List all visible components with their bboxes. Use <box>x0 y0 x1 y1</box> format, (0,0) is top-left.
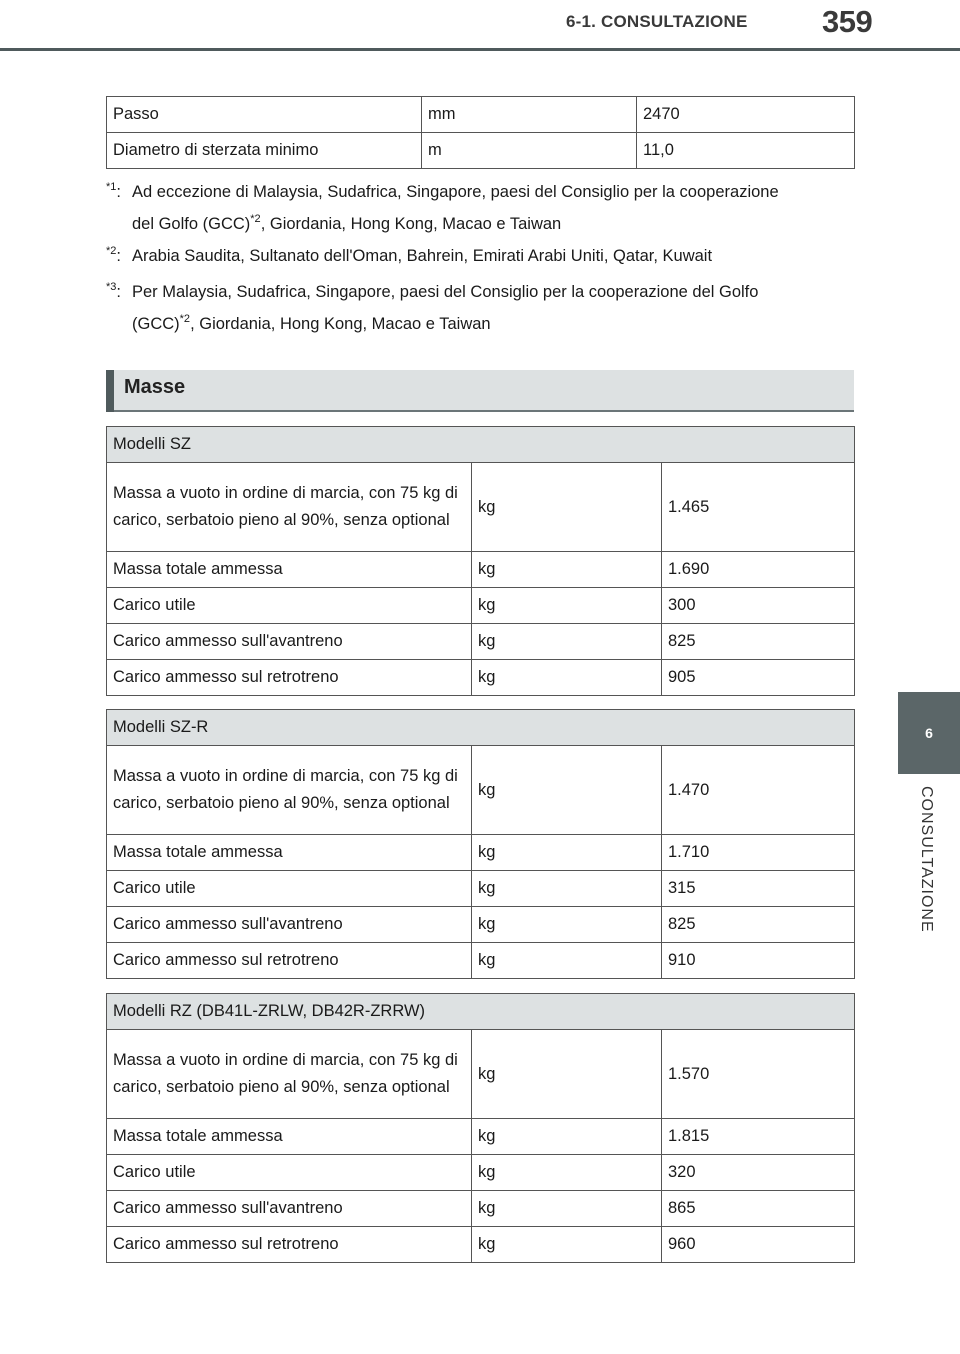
table-cell: Carico ammesso sul retrotreno <box>107 943 472 979</box>
table-cell: kg <box>472 1030 662 1119</box>
table-cell: Carico utile <box>107 1155 472 1191</box>
table-row <box>107 1227 855 1263</box>
table-cell: kg <box>472 1155 662 1191</box>
table-row <box>107 97 855 133</box>
table-row <box>107 746 855 835</box>
table-cell: 1.815 <box>662 1119 855 1155</box>
footnote-mark: *2 <box>106 245 117 257</box>
footnote-1: $^{*1}$: Ad eccezione di Malaysia, Sudafrica, Singapore, paesi del Consiglio per la cooperazione del Golfo (GCC)$^{*2}$, Giordania, Hong Kong, Macao e Taiwan <box>106 176 846 240</box>
footnote-text: del Golfo (GCC) <box>132 215 251 233</box>
footnote-3: $^{*3}$: Per Malaysia, Sudafrica, Singapore, paesi del Consiglio per la cooperazione del Golfo (GCC)$^{*2}$, Giordania, Hong Kong, Macao e Taiwan <box>106 276 846 340</box>
footnote-text: Per Malaysia, Sudafrica, Singapore, paesi del Consiglio per la cooperazione del Golfo <box>132 283 759 301</box>
table-row <box>107 624 855 660</box>
table-cell: kg <box>472 588 662 624</box>
table-cell: kg <box>472 835 662 871</box>
table-row <box>107 1191 855 1227</box>
table-cell: Carico ammesso sull'avantreno <box>107 624 472 660</box>
footnote-text: Ad eccezione di Malaysia, Sudafrica, Singapore, paesi del Consiglio per la cooperazione <box>132 183 779 201</box>
footnote-text: , Giordania, Hong Kong, Macao e Taiwan <box>260 215 562 233</box>
table-cell: 865 <box>662 1191 855 1227</box>
table-cell: kg <box>472 624 662 660</box>
table-row <box>107 871 855 907</box>
table-cell: 300 <box>662 588 855 624</box>
table-cell: Carico ammesso sull'avantreno <box>107 1191 472 1227</box>
table-cell: kg <box>472 907 662 943</box>
table-cell: 960 <box>662 1227 855 1263</box>
footnote-text: Arabia Saudita, Sultanato dell'Oman, Bahrein, Emirati Arabi Uniti, Qatar, Kuwait <box>132 247 713 265</box>
table-row <box>107 835 855 871</box>
chapter-tab[interactable] <box>898 692 960 774</box>
table-cell: 2470 <box>637 97 855 133</box>
table-cell: mm <box>422 97 637 133</box>
mass-table-rz <box>106 993 855 1263</box>
footnote-mark: *3 <box>106 281 117 293</box>
table-cell: 905 <box>662 660 855 696</box>
header-divider <box>0 48 960 51</box>
table-cell: Diametro di sterzata minimo <box>107 133 422 169</box>
table-cell: Passo <box>107 97 422 133</box>
footnote-ref: *2 <box>179 313 191 325</box>
footnote-text: (GCC) <box>132 315 180 333</box>
table-cell: 1.470 <box>662 746 855 835</box>
table-cell: Massa a vuoto in ordine di marcia, con 75 kg di carico, serbatoio pieno al 90%, senza optional <box>107 1030 472 1119</box>
table-cell: Massa a vuoto in ordine di marcia, con 75 kg di carico, serbatoio pieno al 90%, senza optional <box>107 463 472 552</box>
table-header-row <box>107 427 855 463</box>
mass-table-sz <box>106 426 855 696</box>
table-cell: m <box>422 133 637 169</box>
table-cell: Massa totale ammessa <box>107 835 472 871</box>
footnote-mark: *1 <box>106 181 117 193</box>
page-number: 359 <box>822 4 873 39</box>
table-cell: Carico utile <box>107 871 472 907</box>
table-cell: 11,0 <box>637 133 855 169</box>
table-row <box>107 943 855 979</box>
table-cell: Massa totale ammessa <box>107 1119 472 1155</box>
table-row <box>107 1030 855 1119</box>
table-cell: 825 <box>662 624 855 660</box>
section-heading-title: Masse <box>124 376 186 398</box>
table-row <box>107 463 855 552</box>
table-cell: Carico ammesso sull'avantreno <box>107 907 472 943</box>
table-cell: Carico ammesso sul retrotreno <box>107 1227 472 1263</box>
footnote-text: , Giordania, Hong Kong, Macao e Taiwan <box>190 315 491 333</box>
table-cell: kg <box>472 943 662 979</box>
table-row <box>107 1119 855 1155</box>
section-heading-masse <box>106 370 854 412</box>
chapter-label: CONSULTAZIONE <box>918 786 935 933</box>
mass-table-sz-r <box>106 709 855 979</box>
table-title: Modelli RZ (DB41L-ZRLW, DB42R-ZRRW) <box>107 994 855 1030</box>
table-cell: kg <box>472 746 662 835</box>
table-row <box>107 660 855 696</box>
table-header-row <box>107 994 855 1030</box>
table-title: Modelli SZ <box>107 427 855 463</box>
table-row <box>107 552 855 588</box>
table-cell: 910 <box>662 943 855 979</box>
table-cell: 1.690 <box>662 552 855 588</box>
table-row <box>107 1155 855 1191</box>
table-cell: 825 <box>662 907 855 943</box>
dimensions-table <box>106 96 855 169</box>
table-cell: kg <box>472 1119 662 1155</box>
chapter-number: 6 <box>925 725 933 741</box>
table-cell: 315 <box>662 871 855 907</box>
table-cell: Carico utile <box>107 588 472 624</box>
table-cell: kg <box>472 660 662 696</box>
table-row <box>107 907 855 943</box>
table-row <box>107 133 855 169</box>
table-row <box>107 588 855 624</box>
heading-accent-bar <box>106 370 114 412</box>
table-cell: Carico ammesso sul retrotreno <box>107 660 472 696</box>
table-cell: 320 <box>662 1155 855 1191</box>
table-title: Modelli SZ-R <box>107 710 855 746</box>
table-cell: 1.465 <box>662 463 855 552</box>
table-cell: Massa a vuoto in ordine di marcia, con 75 kg di carico, serbatoio pieno al 90%, senza optional <box>107 746 472 835</box>
table-cell: 1.710 <box>662 835 855 871</box>
table-cell: kg <box>472 1227 662 1263</box>
table-cell: Massa totale ammessa <box>107 552 472 588</box>
table-cell: 1.570 <box>662 1030 855 1119</box>
table-header-row <box>107 710 855 746</box>
section-title-header: 6-1. CONSULTAZIONE <box>566 12 748 31</box>
table-cell: kg <box>472 552 662 588</box>
footnote-2: $^{*2}$: Arabia Saudita, Sultanato dell'Oman, Bahrein, Emirati Arabi Uniti, Qatar, Kuwait <box>106 240 846 272</box>
footnote-ref: *2 <box>250 213 261 225</box>
table-cell: kg <box>472 463 662 552</box>
table-cell: kg <box>472 1191 662 1227</box>
table-cell: kg <box>472 871 662 907</box>
